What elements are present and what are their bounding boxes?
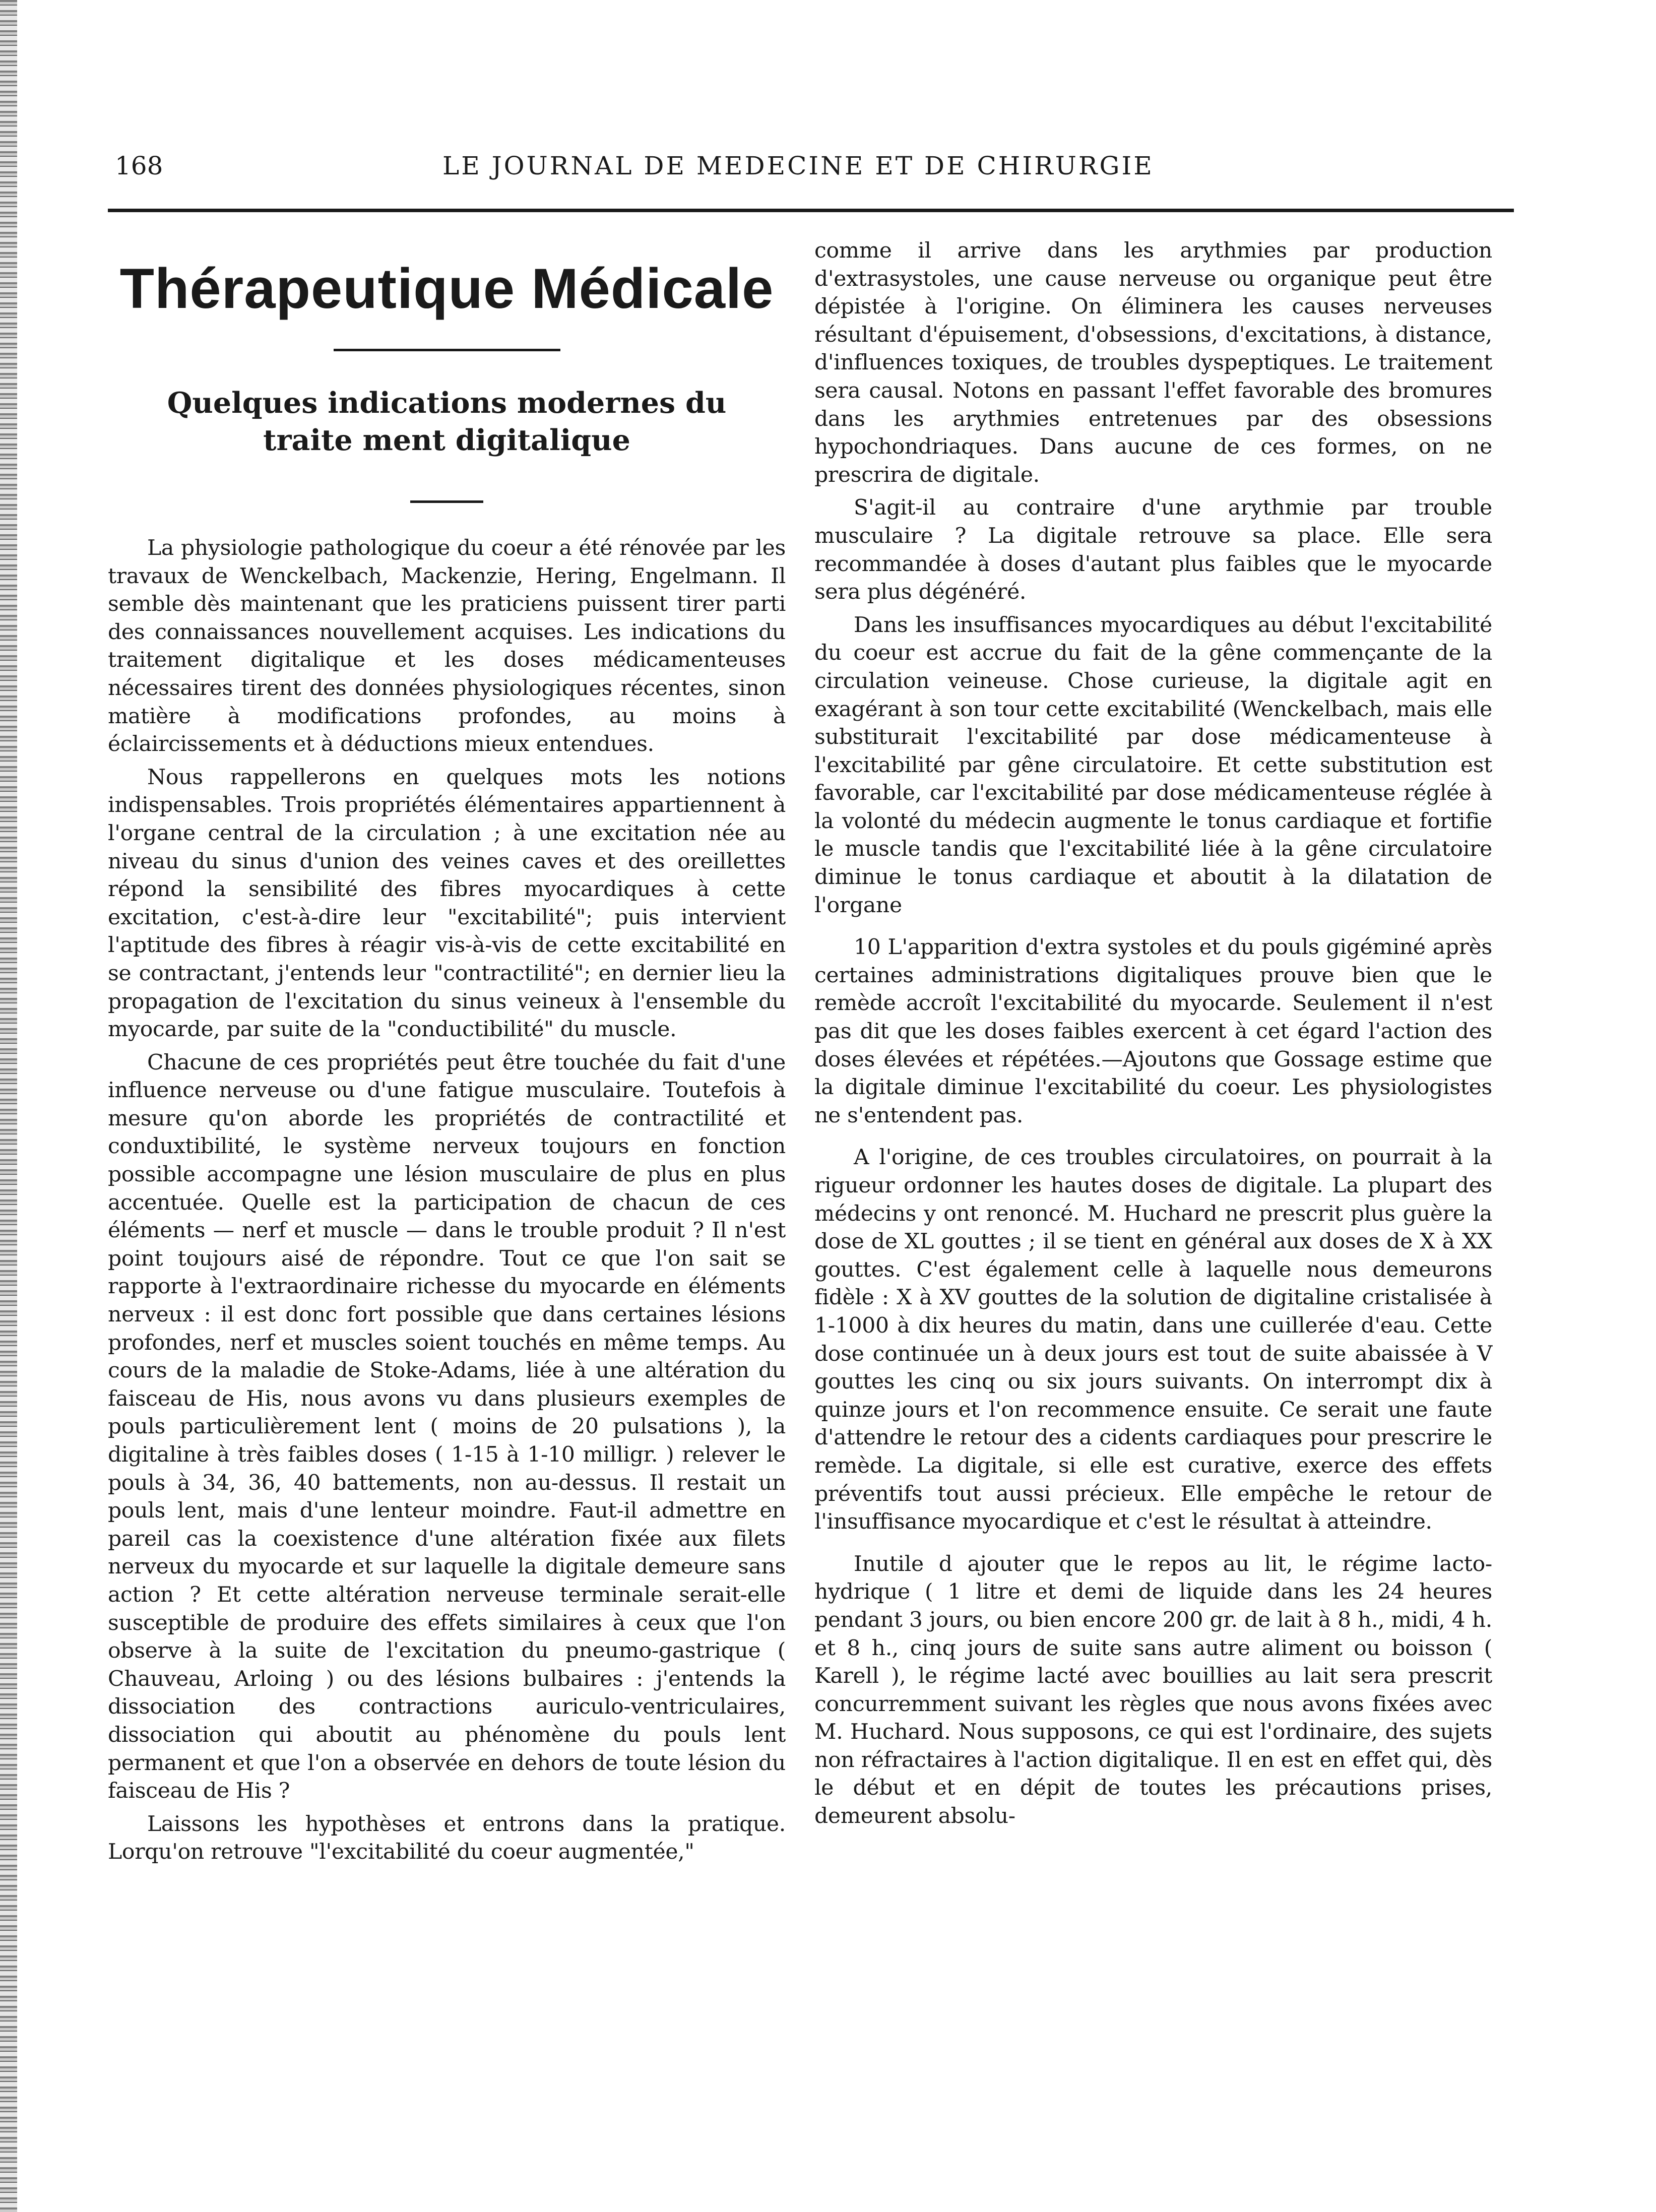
article-title: Thérapeutique Médicale bbox=[119, 257, 774, 320]
page-header bbox=[115, 151, 1511, 186]
paragraph: La physiologie pathologique du coeur a été rénovée par les travaux de Wenckelbach, Mackenzie, Hering, Engelmann. Il semble dès maintenant que les praticiens puissent tirer parti des connaissances nouvellement acquises. Les indications du traitement digitalique et les doses médicamenteuses nécessaires tirent des données physiologiques récentes, sinon matière à modifications profondes, au moins à éclaircissements et à déductions mieux entendues. bbox=[108, 536, 786, 757]
paragraph: Nous rappellerons en quelques mots les notions indispensables. Trois propriétés élémentaires appartiennent à l'organe central de la circulation ; à une excitation née au niveau du sinus d'union des veines caves et des oreillettes répond la sensibilité des fibres myocardiques à cette excitation, c'est-à-dire leur "excitabilité"; puis intervient l'aptitude des fibres à réagir vis-à-vis de cette excitabilité en se contractant, j'entends leur "contractilité"; en dernier lieu la propagation de l'excitation du sinus veineux à l'ensemble du myocarde, par suite de la "conductibilité" du muscle. bbox=[108, 765, 786, 1042]
paragraph: Chacune de ces propriétés peut être touchée du fait d'une influence nerveuse ou d'une fatigue musculaire. Toutefois à mesure qu'on aborde les propriétés de contractilité et conduxtibilité, le système nerveux toujours en fonction possible accompagne une lésion musculaire de plus en plus accentuée. Quelle est la participation de chacun de ces éléments — nerf et muscle — dans le trouble produit ? Il n'est point toujours aisé de répondre. Tout ce que l'on sait se rapporte à l'extraordinaire richesse du myocarde en éléments nerveux : il est donc fort possible que dans certaines lésions profondes, nerf et muscles soient touchés en même temps. Au cours de la maladie de Stoke-Adams, liée à une altération du faisceau de His, nous avons vu dans plusieurs exemples de pouls particulièrement lent ( moins de 20 pulsations ), la digitaline à très faibles doses ( 1-15 à 1-10 milligr. ) relever le pouls à 34, 36, 40 battements, non au-dessus. Il restait un pouls lent, mais d'une lenteur moindre. Faut-il admettre en pareil cas la coexistence d'une altération fixée aux filets nerveux du myocarde et sur laquelle la digitale demeure sans action ? Et cette altération nerveuse terminale serait-elle susceptible de produire des effets similaires à ceux que l'on observe à la suite de l'excitation du pneumo-gastrique ( Chauveau, Arloing ) ou des lésions bulbaires : j'entends la dissociation des contractions auriculo-ventriculaires, dissociation qui aboutit au phénomène du pouls lent permanent et que l'on a observée en dehors de toute lésion du faisceau de His ? bbox=[108, 1050, 786, 1804]
paragraph: Laissons les hypothèses et entrons dans la pratique. Lorqu'on retrouve "l'excitabilité du coeur augmentée," bbox=[108, 1811, 786, 1865]
page-number: 168 bbox=[115, 151, 163, 180]
paragraph: Inutile d ajouter que le repos au lit, le régime lacto-hydrique ( 1 litre et demi de liquide dans les 24 heures pendant 3 jours, ou bien encore 200 gr. de lait à 8 h., midi, 4 h. et 8 h., cinq jours de suite sans autre aliment ou boisson ( Karell ), le régime lacté avec bouillies au lait sera prescrit concurremment suivant les règles que nous avons fixées avec M. Huchard. Nous supposons, ce qui est l'ordinaire, des sujets non réfractaires à l'action digitalique. Il en est en effet qui, dès le début et en dépit de toutes les précautions prises, demeurent absolu- bbox=[814, 1551, 1492, 1829]
paragraph: comme il arrive dans les arythmies par production d'extrasystoles, une cause nerveuse ou organique peut être dépistée à l'origine. On éliminera les causes nerveuses résultant d'épuisement, d'obsessions, d'excitations, à distance, d'influences toxiques, de troubles dyspeptiques. Le traitement sera causal. Notons en passant l'effet favorable des bromures dans les arythmies entretenues par des obsessions hypochondriaques. Dans aucune de ces formes, on ne prescrira de digitale. bbox=[814, 238, 1492, 487]
article-subtitle: Quelques indications modernes du traite ment digitalique bbox=[167, 386, 727, 457]
paragraph: A l'origine, de ces troubles circulatoires, on pourrait à la rigueur ordonner les hautes doses de digitale. La plupart des médecins y ont renoncé. M. Huchard ne prescrit plus guère la dose de XL gouttes ; il se tient en général aux doses de X à XX gouttes. C'est également celle à laquelle nous demeurons fidèle : X à XV gouttes de la solution de digitaline cristalisée à 1-1000 à dix heures du matin, dans une cuillerée d'eau. Cette dose continuée un à deux jours est tout de suite abaissée à V gouttes les cinq ou six jours suivants. On interrompt dix à quinze jours et l'on recommence ensuite. Ce serait une faute d'attendre le retour des a cidents cardiaques pour prescrire le remède. La digitale, si elle est curative, exerce des effets préventifs tout aussi précieux. Elle empêche le retour de l'insuffisance myocardique et c'est le résultat à atteindre. bbox=[814, 1145, 1492, 1535]
right-column bbox=[814, 237, 1492, 1830]
paragraph: 10 L'apparition d'extra systoles et du pouls gigéminé après certaines administrations digitaliques prouve bien que le remède accroît l'excitabilité du myocarde. Seulement il n'est pas dit que les doses faibles exercent à cet égard l'action des doses élevées et répétées.—Ajoutons que Gossage estime que la digitale diminue l'excitabilité du coeur. Les physiologistes ne s'entendent pas. bbox=[814, 935, 1492, 1128]
subtitle-rule bbox=[410, 500, 483, 503]
paragraph: S'agit-il au contraire d'une arythmie par trouble musculaire ? La digitale retrouve sa place. Elle sera recommandée à doses d'autant plus faibles que le myocarde sera plus dégénéré. bbox=[814, 495, 1492, 605]
scanned-page-edge bbox=[0, 0, 17, 2212]
header-rule bbox=[108, 209, 1514, 212]
running-title: LE JOURNAL DE MEDECINE ET DE CHIRURGIE bbox=[442, 151, 1154, 180]
title-rule bbox=[334, 349, 560, 351]
paragraph: Dans les insuffisances myocardiques au début l'excitabilité du coeur est accrue du fait de la gêne commençante de la circulation veineuse. Chose curieuse, la digitale agit en exagérant à son tour cette excitabilité (Wenckelbach, mais elle substiturait l'excitabilité par dose médicamenteuse à l'excitabilité par gêne circulatoire. Et cette substitution est favorable, car l'excitabilité par dose médicamenteuse réglée à la volonté du médecin augmente le tonus cardiaque et fortifie le muscle tandis que l'excitabilité liée à la gêne circulatoire diminue le tonus cardiaque et aboutit à la dilatation de l'organe bbox=[814, 612, 1492, 918]
left-column bbox=[108, 237, 786, 1866]
